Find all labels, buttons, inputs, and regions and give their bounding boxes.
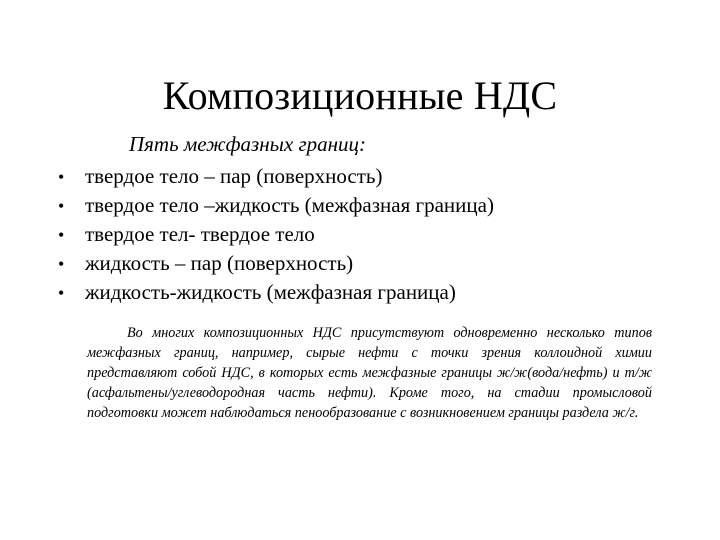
bullet-icon: •	[58, 167, 65, 187]
bullet-icon: •	[58, 196, 65, 216]
bullet-text: жидкость-жидкость (межфазная граница)	[85, 280, 456, 304]
slide-subtitle: Пять межфазных границ:	[129, 132, 367, 156]
bullet-list	[58, 162, 494, 307]
bullet-text: твердое тел- твердое тело	[85, 222, 315, 246]
bullet-text: твердое тело –жидкость (межфазная граница)	[85, 193, 494, 217]
body-paragraph: Во многих композиционных НДС присутствуют одновременно несколько типов межфазных границ, например, сырые нефти с точки зрения коллоидной химии представляют собой НДС, в которых есть межфазные границы ж/ж(вода/нефть) и т/ж (асфальтены/углеводородная часть нефти). Кроме того, на стадии промысловой подготовки может наблюдаться пенообразование с возникновением границы раздела ж/г.	[87, 325, 652, 421]
bullet-item	[58, 191, 494, 220]
bullet-item	[58, 249, 494, 278]
bullet-icon: •	[58, 254, 65, 274]
bullet-item	[58, 220, 494, 249]
bullet-text: жидкость – пар (поверхность)	[85, 251, 354, 275]
bullet-item	[58, 278, 494, 307]
bullet-icon: •	[58, 283, 65, 303]
bullet-text: твердое тело – пар (поверхность)	[85, 164, 383, 188]
slide-title: Композиционные НДС	[162, 73, 558, 118]
bullet-item	[58, 162, 494, 191]
bullet-icon: •	[58, 225, 65, 245]
